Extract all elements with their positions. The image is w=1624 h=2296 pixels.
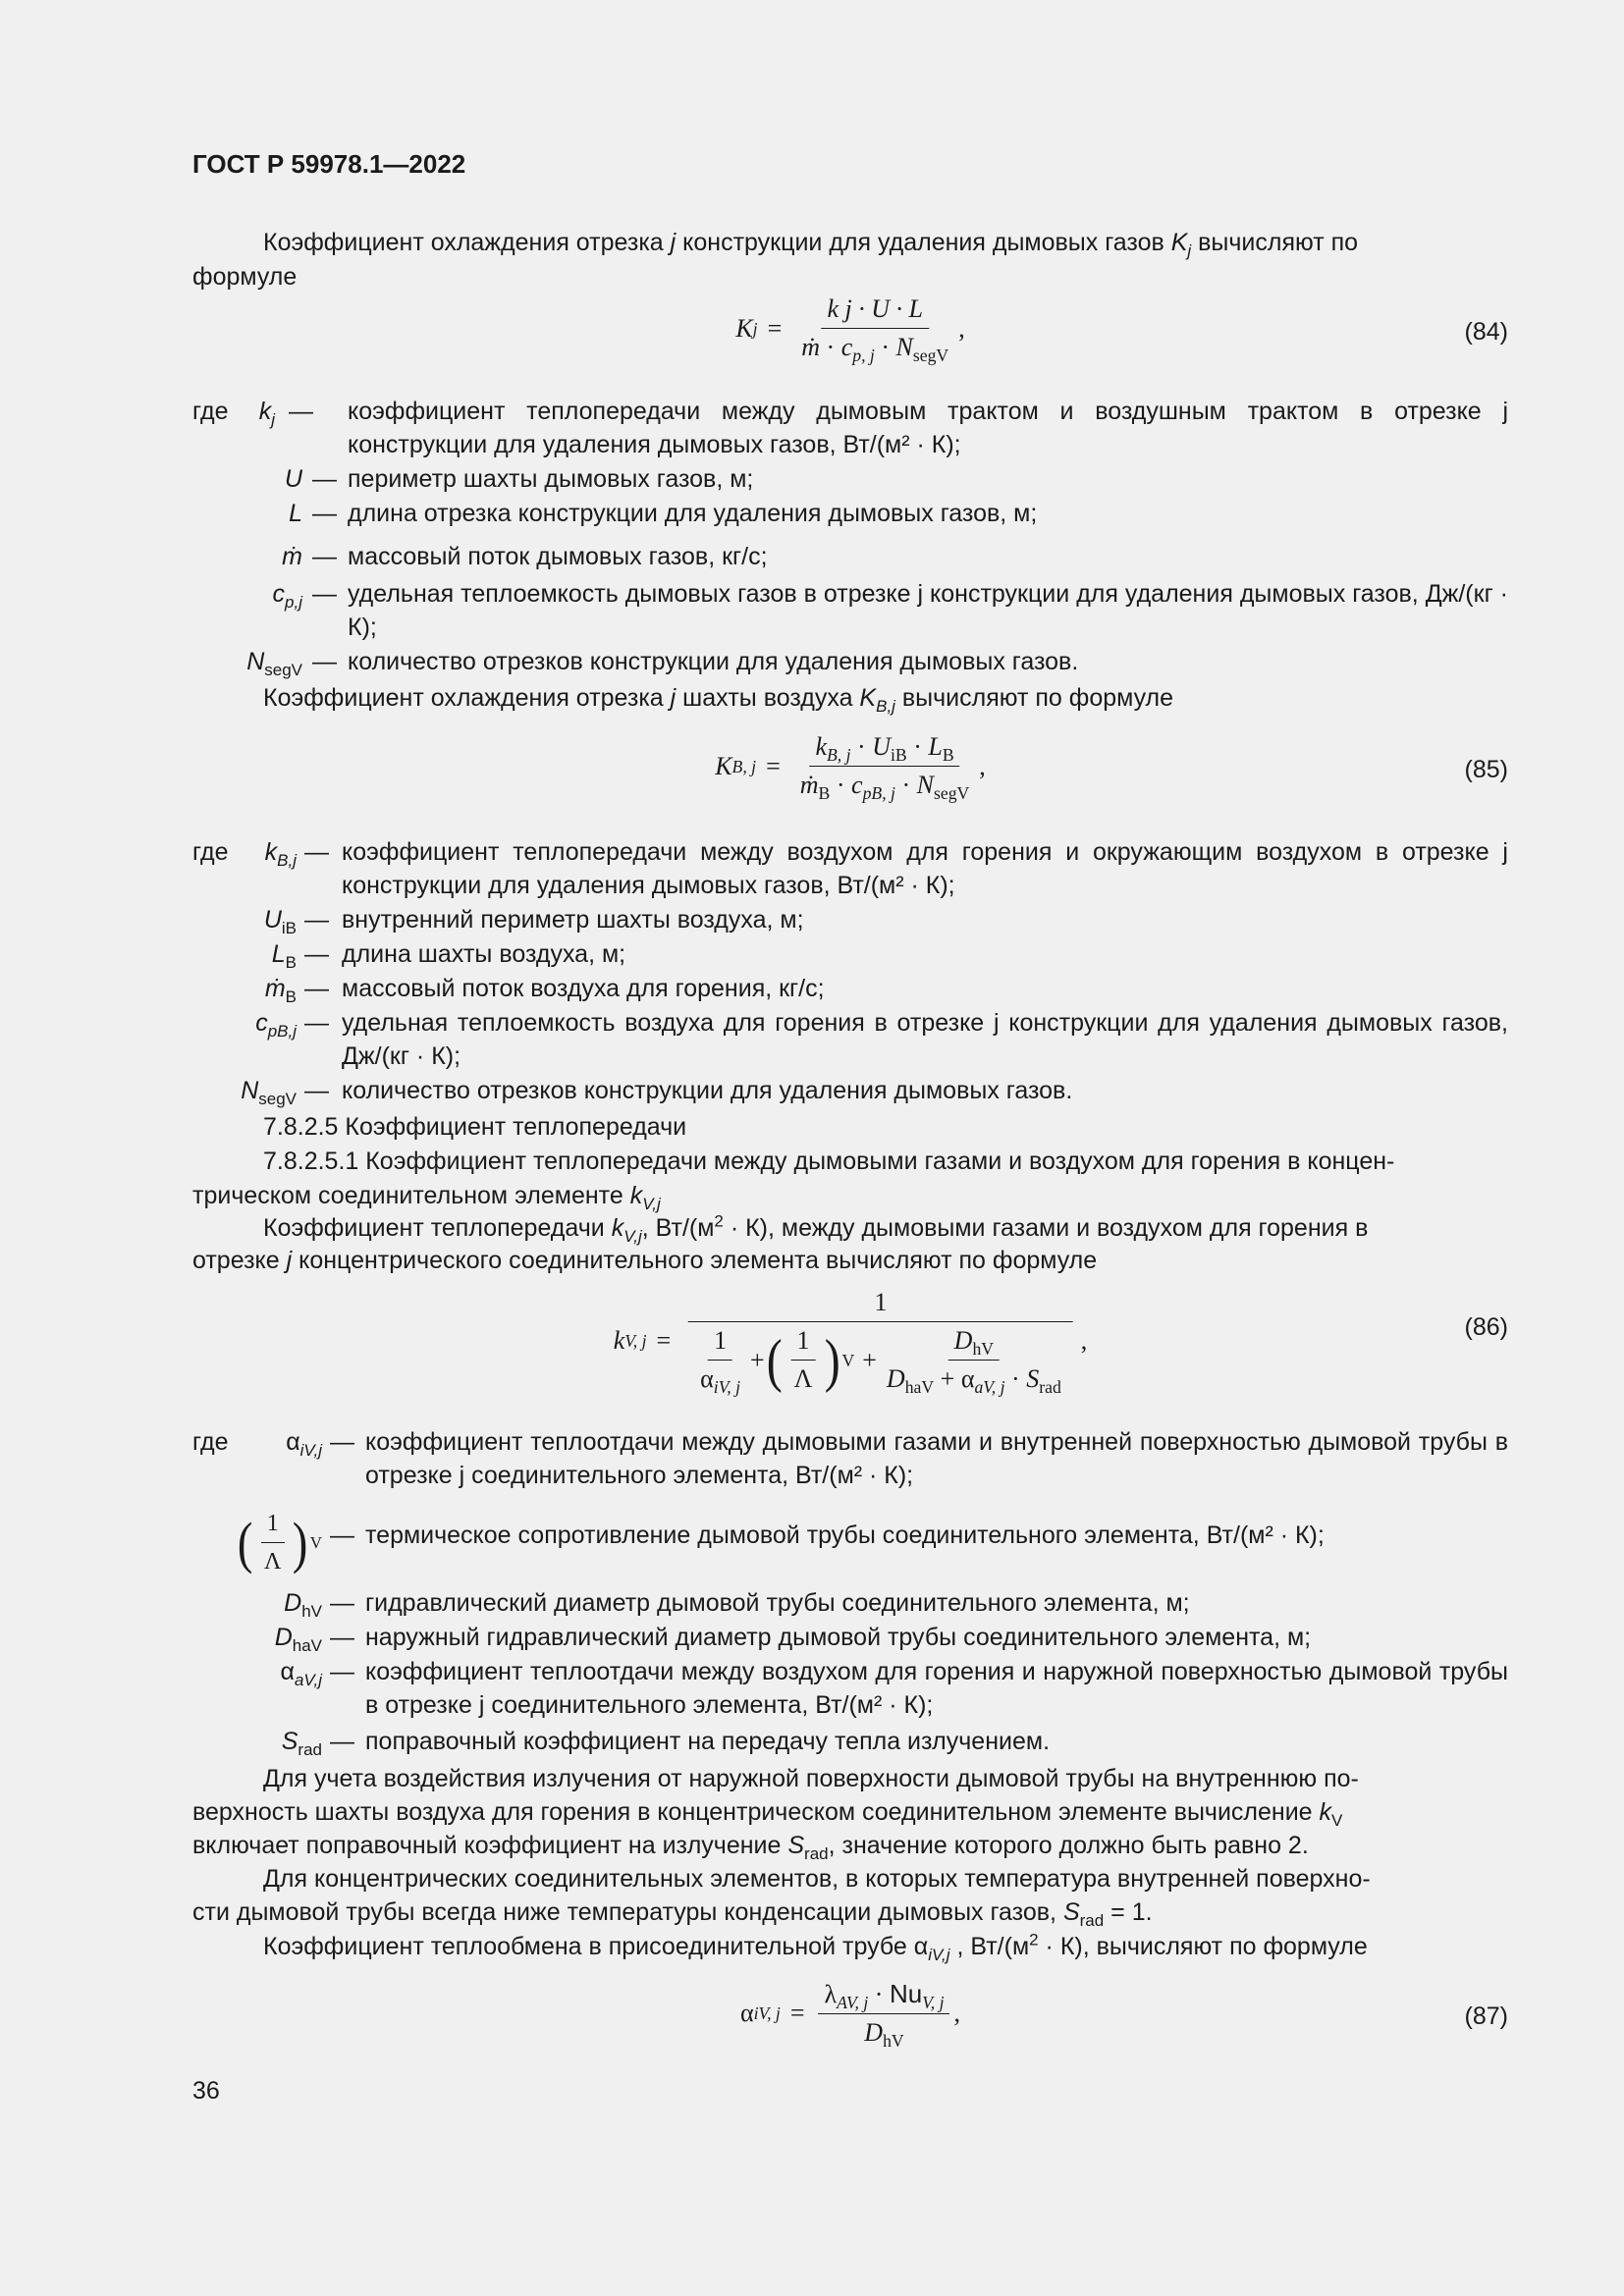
formula-87 xyxy=(192,1977,1508,2056)
fraction-denominator xyxy=(694,1361,746,1396)
definition-text: коэффициент теплоотдачи между воздухом для горения и наружной поверхностью дымовой трубы в отрезке j соединительного элемента, Вт/(м² · К); xyxy=(365,1658,1508,1719)
formula-subscript: segV xyxy=(912,346,949,366)
symbol: c xyxy=(255,1009,268,1037)
formula-symbol: λ xyxy=(824,1980,838,2008)
formula-subscript: aV, j xyxy=(974,1377,1005,1398)
formula-symbol: k xyxy=(815,732,827,761)
paragraph-continuation xyxy=(192,1244,1508,1277)
subscript: pB,j xyxy=(267,1021,297,1041)
symbol: L xyxy=(289,500,302,527)
formula-84-body xyxy=(735,293,964,364)
fraction-numerator xyxy=(948,1324,1000,1361)
definition-row xyxy=(192,1425,1508,1494)
definition-symbol xyxy=(192,1621,322,1654)
subscript: V,j xyxy=(642,1194,661,1213)
definition-row xyxy=(192,1655,1508,1724)
where-label: где xyxy=(192,1428,229,1456)
formula-subscript: iB xyxy=(890,745,907,766)
definition-row xyxy=(192,577,1508,646)
definition-text: коэффициент теплопередачи между воздухом для горения и окружающим воздухом в отрезке j конструкции для удаления дымовых газов, Вт/(м² · К); xyxy=(342,838,1508,899)
right-paren: ) xyxy=(824,1327,840,1393)
definition-symbol xyxy=(192,903,297,936)
text: S xyxy=(787,1832,805,1859)
text: вычисляют по xyxy=(1191,229,1359,256)
text: конструкции для удаления дымовых газов xyxy=(676,229,1171,256)
subscript: B xyxy=(285,987,297,1006)
subscript: V,j xyxy=(623,1226,642,1246)
section-heading-continuation xyxy=(192,1179,1508,1212)
formula-subscript: hV xyxy=(883,2031,904,2052)
text: концентрического соединительного элемента вычисляют по формуле xyxy=(292,1247,1098,1274)
paragraph-heat-transfer-coefficient xyxy=(192,1211,1508,1245)
inner-fraction xyxy=(258,1507,287,1578)
subscript: rad xyxy=(1079,1910,1105,1930)
subscript: iV,j xyxy=(299,1440,322,1460)
formula-subscript: segV xyxy=(933,783,970,804)
formula-symbol: L xyxy=(928,732,943,761)
formula-symbol: c xyxy=(851,771,863,799)
fraction-denominator: Λ xyxy=(263,1549,282,1575)
fraction-denominator: ṁ$_B$ · $c_{pB, j} \cdot N_{segV}$ xyxy=(799,771,970,804)
inner-fraction xyxy=(881,1324,1067,1396)
definition-text: длина шахты воздуха, м; xyxy=(342,940,626,968)
equals-sign: = xyxy=(789,1999,805,2027)
fraction-numerator: 1 xyxy=(791,1324,816,1361)
definition-row xyxy=(192,835,1508,904)
formula-subscript: V, j xyxy=(624,1331,647,1351)
formula-comma: , xyxy=(953,1999,960,2027)
where-label: где xyxy=(192,398,229,425)
formula-symbol: U xyxy=(872,732,891,761)
formula-fraction xyxy=(795,293,954,364)
definition-symbol xyxy=(192,937,297,971)
paragraph-air-shaft-cooling xyxy=(192,681,1508,715)
formula-symbol: α xyxy=(740,1999,754,2027)
formula-number: (84) xyxy=(1464,318,1508,346)
text: k xyxy=(629,1182,643,1209)
definition-text: массовый поток дымовых газов, кг/с; xyxy=(348,543,768,570)
em-dash: — xyxy=(312,543,337,570)
formula-subscript: V, j xyxy=(922,1993,945,2013)
paragraph-condensation-line2 xyxy=(192,1896,1508,1929)
paragraph-heat-exchange-coefficient xyxy=(192,1930,1508,1963)
definition-symbol xyxy=(192,577,302,611)
subscript: rad xyxy=(804,1843,829,1863)
equals-sign: = xyxy=(766,751,781,780)
definition-text: гидравлический диаметр дымовой трубы соединительного элемента, м; xyxy=(365,1589,1190,1617)
fraction-denominator: ṁ · $c_{p, j} \cdot N_{segV}$ xyxy=(801,333,949,366)
formula-subscript: hV xyxy=(972,1339,995,1360)
definition-text: удельная теплоемкость дымовых газов в отрезке j конструкции для удаления дымовых газов, Дж/(кг · К); xyxy=(348,580,1508,641)
text: S xyxy=(1062,1898,1080,1926)
right-paren: ) xyxy=(293,1510,308,1575)
text: сти дымовой трубы всегда ниже температуры конденсации дымовых газов, xyxy=(192,1898,1063,1926)
subscript: haV xyxy=(292,1635,322,1655)
em-dash: — xyxy=(304,1077,329,1104)
text: вычисляют по формуле xyxy=(894,684,1174,712)
text: верхность шахты воздуха для горения в концентрическом соединительном элементе вычисление xyxy=(192,1798,1320,1826)
definition-symbol: ( $\frac{1}{\Lambda}$ ) V xyxy=(242,1507,322,1578)
formula-86 xyxy=(192,1286,1508,1404)
definition-text: длина отрезка конструкции для удаления дымовых газов, м; xyxy=(348,500,1038,527)
formula-subscript: pB, j xyxy=(862,783,895,804)
formula-fraction xyxy=(794,730,976,802)
em-dash: — xyxy=(312,580,337,608)
left-paren: ( xyxy=(766,1327,783,1393)
formula-symbol: Nu xyxy=(889,1979,923,2008)
formula-symbol: α xyxy=(700,1364,714,1393)
text: шахты воздуха xyxy=(676,684,860,712)
definition-symbol xyxy=(192,540,302,573)
em-dash: — xyxy=(304,838,329,866)
definition-text: количество отрезков конструкции для удаления дымовых газов. xyxy=(342,1077,1073,1104)
em-dash: — xyxy=(330,1658,354,1685)
text: Коэффициент охлаждения отрезка xyxy=(263,229,671,256)
symbol: c xyxy=(272,580,286,608)
text: · К), между дымовыми газами и воздухом для горения в xyxy=(723,1214,1369,1242)
formula-subscript: rad xyxy=(1039,1377,1061,1398)
where-label: где xyxy=(192,838,229,866)
definition-symbol xyxy=(192,972,297,1005)
definition-text: коэффициент теплопередачи между дымовым трактом и воздушным трактом в отрезке j конструкции для удаления дымовых газов, Вт/(м² · К); xyxy=(348,398,1508,458)
fraction-numerator: $k_{B, j} \cdot U_{iB} \cdot L_B$ xyxy=(809,730,959,767)
fraction-denominator xyxy=(858,2014,909,2050)
text: K xyxy=(859,684,877,712)
equals-sign: = xyxy=(767,313,783,343)
subscript: iB xyxy=(281,918,297,937)
formula-subscript: B xyxy=(942,745,954,766)
subscript: hV xyxy=(301,1601,322,1621)
formula-subscript: iV, j xyxy=(713,1377,740,1398)
page-number: 36 xyxy=(192,2077,220,2105)
fraction-denominator: $\frac{1}{\alpha_{iV, j}}$ + ( $\frac{1}{\Lambda}$ ) V + $\frac{D_{hV}}{D_{haV} + \alpha_{aV, j} \cdot S_{rad}}$ xyxy=(684,1322,1077,1396)
formula-symbol: c xyxy=(840,333,853,361)
definition-text: периметр шахты дымовых газов, м; xyxy=(348,465,754,493)
fraction-numerator: $\lambda_{AV, j} \cdot Nu_{V, j}$ xyxy=(818,1977,949,2014)
fraction-denominator: $D_{haV} + \alpha_{aV, j} \cdot S_{rad}$ xyxy=(886,1364,1061,1398)
superscript: 2 xyxy=(1029,1930,1039,1949)
document-header: ГОСТ Р 59978.1—2022 xyxy=(192,149,466,179)
paragraph-radiation-line3 xyxy=(192,1829,1508,1862)
formula-symbol: D xyxy=(886,1364,905,1393)
formula-number: (86) xyxy=(1464,1313,1508,1341)
formula-subscript: B, j xyxy=(731,756,757,776)
text: , Вт/(м xyxy=(949,1933,1030,1960)
plus-sign: + xyxy=(749,1345,765,1374)
subscript: B,j xyxy=(277,850,297,870)
subscript: p,j xyxy=(285,592,302,612)
definition-symbol xyxy=(192,1655,322,1688)
text: k xyxy=(1319,1798,1332,1826)
fraction-numerator: 1 xyxy=(708,1324,732,1361)
formula-fraction xyxy=(684,1286,1077,1396)
definition-text: коэффициент теплоотдачи между дымовыми газами и внутренней поверхностью дымовой трубы в отрезке j соединительного элемента, Вт/(м² · К); xyxy=(365,1428,1508,1489)
symbol: α xyxy=(286,1428,300,1456)
em-dash: — xyxy=(304,1009,329,1037)
subscript: segV xyxy=(264,660,302,679)
symbol: N xyxy=(246,648,265,675)
text: j xyxy=(1187,240,1192,260)
inner-fraction xyxy=(694,1324,746,1396)
formula-symbol: ṁ xyxy=(801,333,821,361)
em-dash: — xyxy=(304,940,329,968)
fraction-numerator: 1 xyxy=(261,1507,285,1543)
formula-subscript: iV, j xyxy=(753,2003,781,2023)
subscript: j xyxy=(271,409,275,429)
em-dash: — xyxy=(289,398,313,425)
superscript: 2 xyxy=(714,1211,724,1231)
formula-87-body xyxy=(740,1977,960,2050)
em-dash: — xyxy=(312,648,337,675)
definition-text: внутренний периметр шахты воздуха, м; xyxy=(342,906,804,934)
definition-symbol xyxy=(192,1725,322,1758)
definition-symbol xyxy=(192,1074,297,1107)
symbol: ṁ xyxy=(282,543,302,570)
formula-subscript: B, j xyxy=(826,745,851,766)
definition-row xyxy=(192,1507,1508,1575)
fraction-numerator xyxy=(821,293,929,329)
formula-subscript: haV xyxy=(904,1377,935,1398)
paragraph-condensation-line1: Для концентрических соединительных элементов, в которых температура внутренней поверхно- xyxy=(263,1865,1371,1893)
left-paren: ( xyxy=(237,1510,253,1575)
definition-text: наружный гидравлический диаметр дымовой трубы соединительного элемента, м; xyxy=(365,1624,1312,1651)
definition-symbol xyxy=(192,462,302,496)
definition-symbol xyxy=(192,1586,322,1620)
formula-symbol: ṁ xyxy=(799,771,819,799)
paragraph-radiation-line2 xyxy=(192,1795,1508,1829)
text: α xyxy=(913,1933,929,1960)
text: включает поправочный коэффициент на излучение xyxy=(192,1832,788,1859)
definition-text: количество отрезков конструкции для удаления дымовых газов. xyxy=(348,648,1079,675)
em-dash: — xyxy=(330,1428,354,1456)
symbol: U xyxy=(263,906,282,934)
text: · К), вычисляют по формуле xyxy=(1038,1933,1368,1960)
em-dash: — xyxy=(330,1624,354,1651)
text: j xyxy=(670,684,677,712)
subscript: V xyxy=(1331,1810,1343,1830)
formula-fraction xyxy=(818,1977,949,2050)
formula-85-body xyxy=(715,730,986,802)
subscript: rad xyxy=(298,1739,322,1759)
definition-text: удельная теплоемкость воздуха для горения в отрезке j конструкции для удаления дымовых газов, Дж/(кг · К); xyxy=(342,1009,1508,1070)
equals-sign: = xyxy=(656,1326,672,1355)
definition-text: термическое сопротивление дымовой трубы соединительного элемента, Вт/(м² · К); xyxy=(365,1522,1325,1549)
symbol: S xyxy=(281,1728,298,1755)
em-dash: — xyxy=(330,1522,354,1549)
subscript: B xyxy=(285,952,297,972)
fraction-numerator: 1 xyxy=(688,1286,1073,1322)
formula-84 xyxy=(192,293,1508,371)
text: , значение которого должно быть равно 2. xyxy=(828,1832,1309,1859)
text: = 1. xyxy=(1104,1898,1153,1926)
em-dash: — xyxy=(330,1728,354,1755)
formula-86-body xyxy=(614,1286,1088,1396)
text: k xyxy=(611,1214,624,1242)
text: j xyxy=(670,229,677,256)
formula-symbol: N xyxy=(895,333,913,361)
text: трическом соединительном элементе xyxy=(192,1182,630,1209)
formula-subscript: p, j xyxy=(852,346,875,366)
formula-symbol: S xyxy=(1026,1364,1040,1393)
em-dash: — xyxy=(330,1589,354,1617)
symbol: D xyxy=(284,1589,302,1617)
definition-symbol xyxy=(192,1425,322,1459)
definition-text: массовый поток воздуха для горения, кг/с; xyxy=(342,975,825,1002)
symbol: U xyxy=(284,465,302,493)
subscript: segV xyxy=(258,1089,297,1108)
fraction-denominator: Λ xyxy=(793,1364,813,1393)
symbol: D xyxy=(274,1624,293,1651)
section-heading-7-8-2-5: 7.8.2.5 Коэффициент теплопередачи xyxy=(263,1113,687,1141)
formula-subscript: B xyxy=(818,783,831,804)
inner-fraction xyxy=(788,1324,819,1396)
formula-comma: , xyxy=(979,751,986,780)
text: , Вт/(м xyxy=(641,1214,715,1242)
definition-symbol xyxy=(192,1006,297,1040)
definition-row xyxy=(192,1006,1508,1075)
symbol: ṁ xyxy=(264,975,286,1002)
formula-symbol: k xyxy=(613,1326,625,1355)
definition-row xyxy=(192,395,1508,463)
symbol: k xyxy=(258,398,272,425)
definition-text: поправочный коэффициент на передачу тепла излучением. xyxy=(365,1728,1051,1755)
em-dash: — xyxy=(312,465,337,493)
formula-subscript: AV, j xyxy=(837,1993,869,2013)
em-dash: — xyxy=(304,906,329,934)
formula-symbol: K xyxy=(715,751,732,780)
formula-number: (87) xyxy=(1464,2002,1508,2030)
symbol: L xyxy=(271,940,286,968)
formula-comma: , xyxy=(1080,1326,1088,1355)
formula-text: k j · U · L xyxy=(827,294,923,323)
subscript: aV,j xyxy=(294,1670,322,1689)
definition-symbol xyxy=(192,395,275,428)
em-dash: — xyxy=(304,975,329,1002)
text: Коэффициент теплопередачи xyxy=(263,1214,612,1242)
definition-symbol xyxy=(192,835,297,869)
formula-number: (85) xyxy=(1464,756,1508,783)
formula-comma: , xyxy=(958,313,965,343)
subscript: iV,j xyxy=(928,1945,950,1964)
formula-symbol: D xyxy=(953,1326,973,1355)
paragraph-continuation: формуле xyxy=(192,263,298,291)
text: Коэффициент охлаждения отрезка xyxy=(263,684,671,712)
subscript: B,j xyxy=(876,696,895,716)
plus-sign: + xyxy=(862,1345,877,1374)
paragraph-radiation-line1: Для учета воздействия излучения от наружной поверхности дымовой трубы на внутреннюю по- xyxy=(263,1765,1359,1792)
paragraph-cooling-coefficient-intro xyxy=(192,226,1508,259)
em-dash: — xyxy=(312,500,337,527)
formula-85 xyxy=(192,730,1508,809)
definition-symbol xyxy=(192,497,302,530)
text: j xyxy=(286,1247,293,1274)
definition-symbol xyxy=(192,645,302,678)
text: отрезке xyxy=(192,1247,287,1274)
symbol: N xyxy=(241,1077,259,1104)
formula-symbol: N xyxy=(916,771,934,799)
section-heading-7-8-2-5-1: 7.8.2.5.1 Коэффициент теплопередачи между дымовыми газами и воздухом для горения в концен- xyxy=(263,1148,1395,1175)
symbol: α xyxy=(280,1658,295,1685)
formula-symbol: K xyxy=(735,313,753,343)
text: K xyxy=(1170,229,1188,256)
text: Коэффициент теплообмена в присоединительной трубе xyxy=(263,1933,914,1960)
formula-subscript: j xyxy=(752,318,758,339)
symbol: k xyxy=(264,838,278,866)
formula-symbol: α xyxy=(960,1364,975,1393)
formula-symbol: D xyxy=(864,2018,884,2047)
